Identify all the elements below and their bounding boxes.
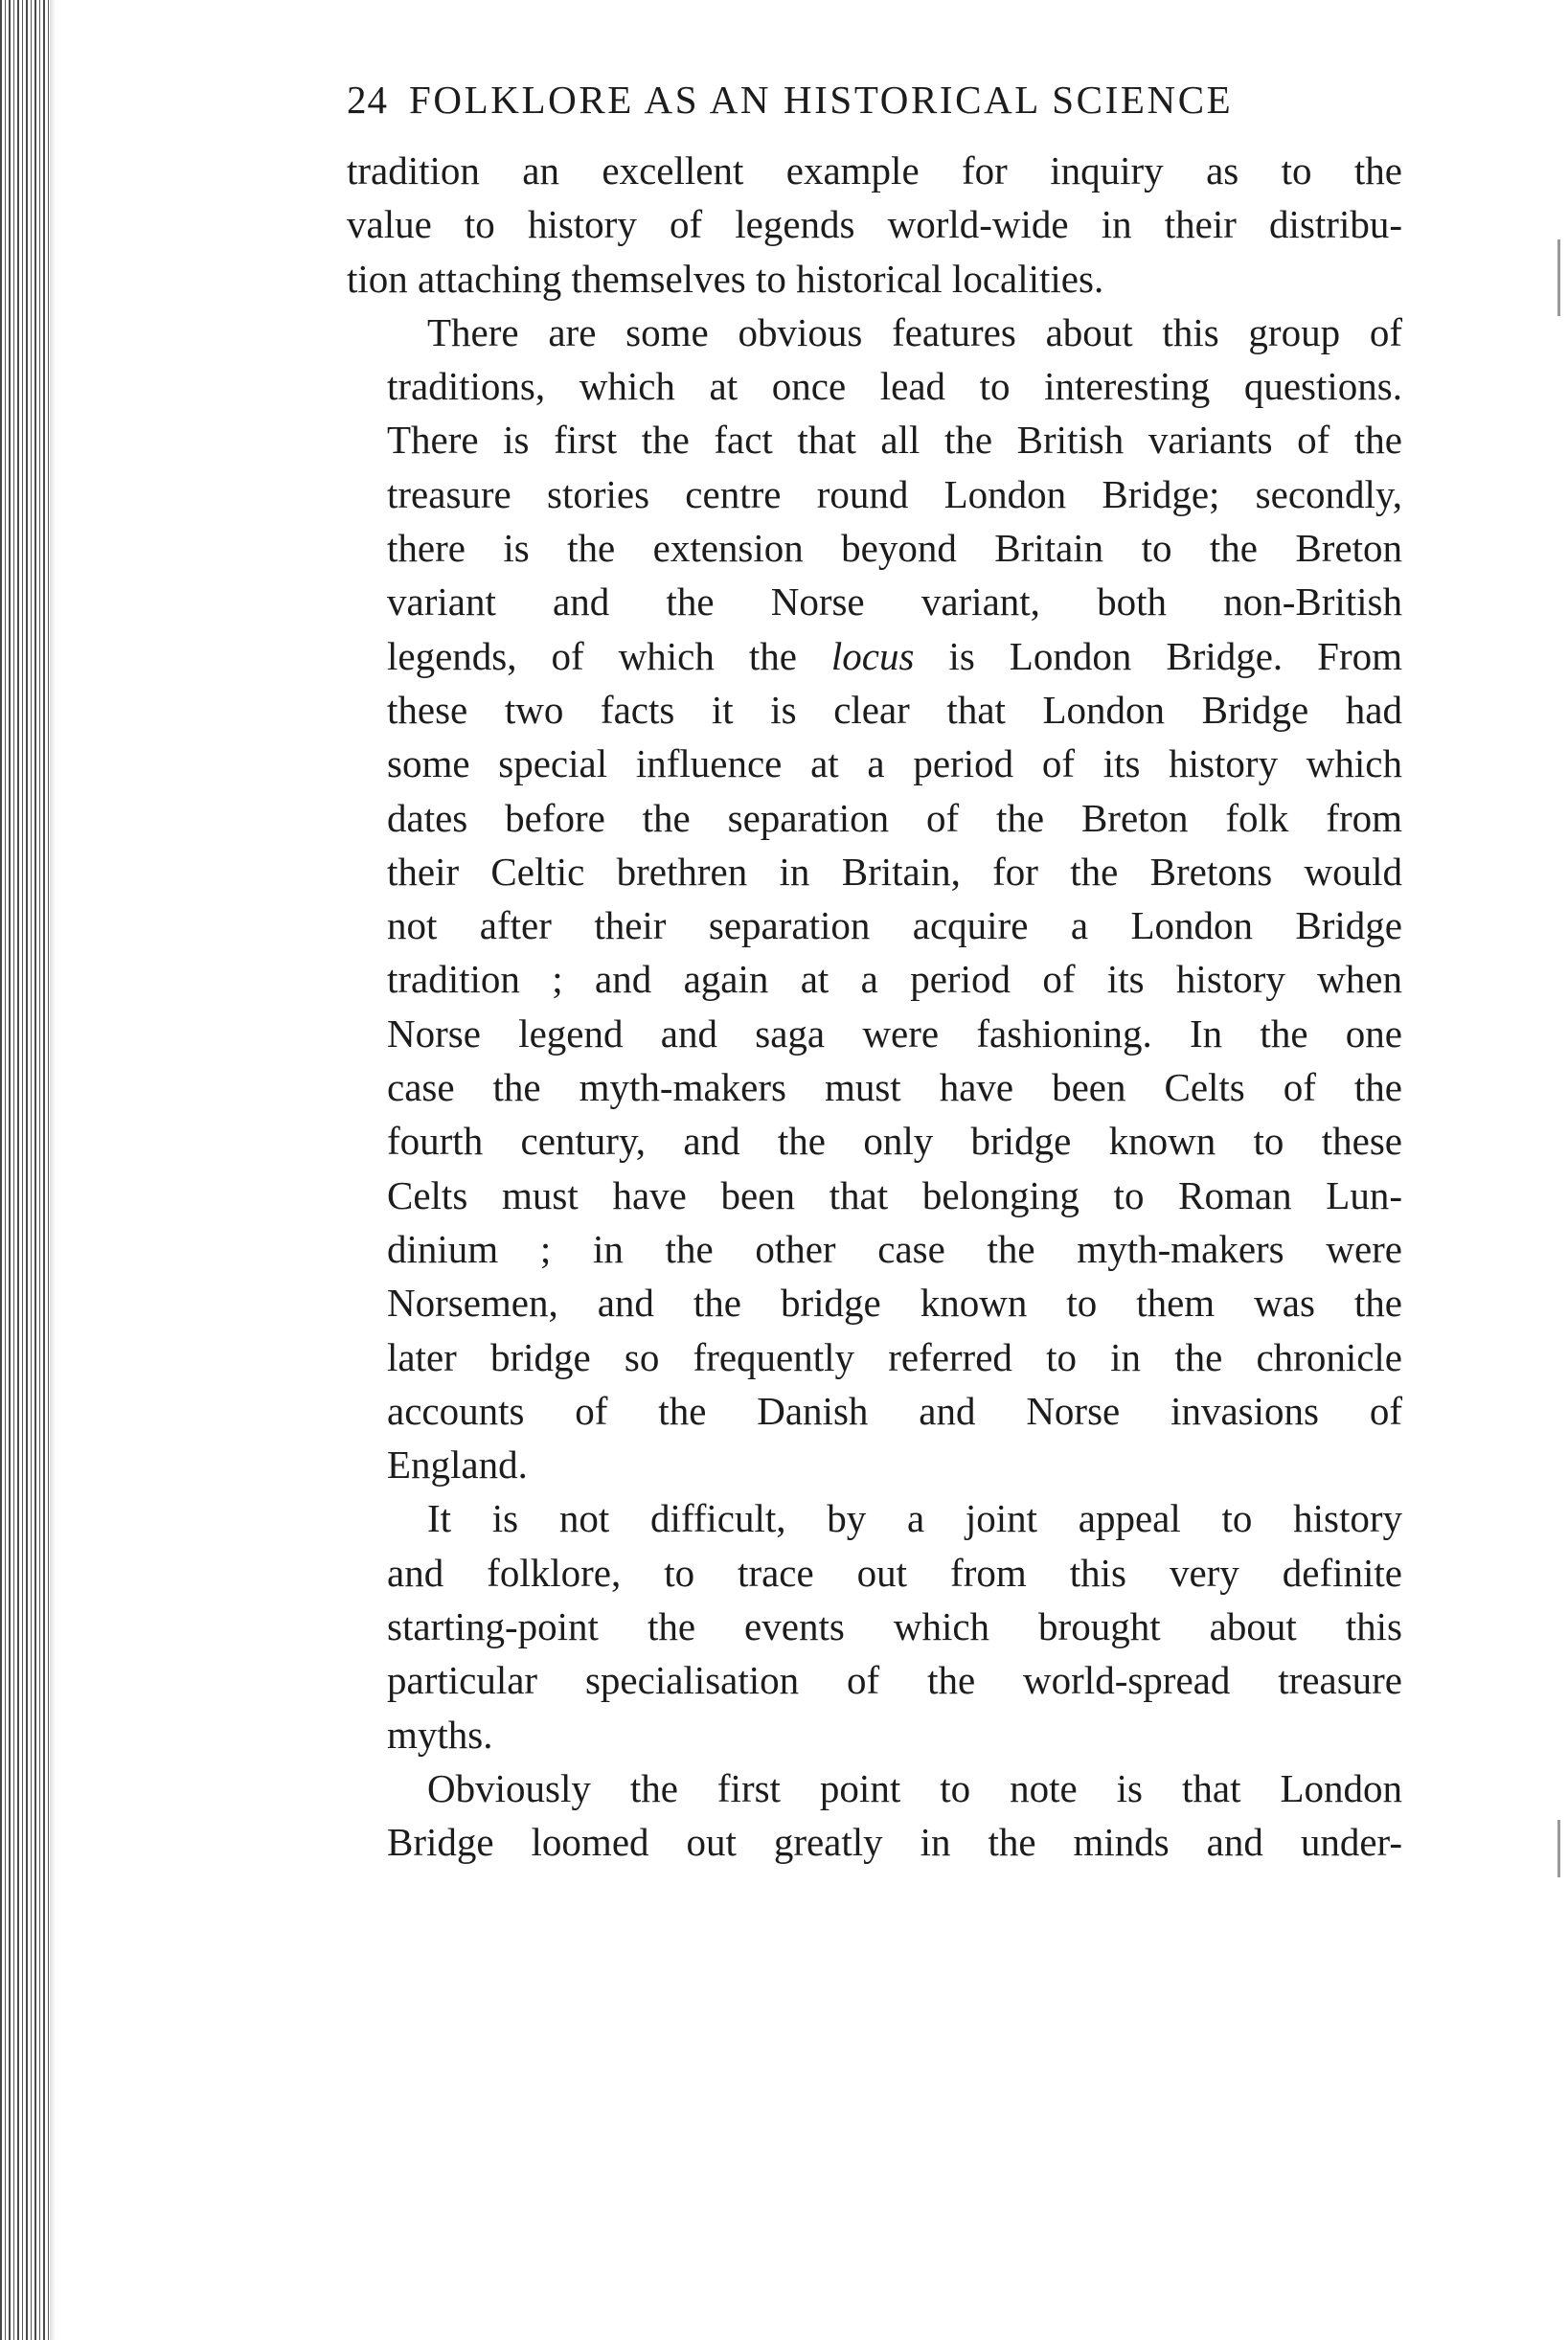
text-line: There are some obvious features about this group of: [427, 309, 1402, 354]
text-line: their Celtic brethren in Britain, for the Bretons would: [387, 849, 1402, 894]
text-line: Bridge loomed out greatly in the minds and under-: [387, 1820, 1402, 1865]
paragraph: [347, 1491, 1402, 1761]
text-line: Norse legend and saga were fashioning. In the one: [387, 1011, 1402, 1056]
text-line: myths.: [387, 1712, 493, 1757]
running-header: [347, 77, 1324, 123]
text-line: Obviously the first point to note is that London: [427, 1765, 1402, 1810]
text-line: treasure stories centre round London Bridge; secondly,: [387, 471, 1402, 516]
margin-speck: [1557, 239, 1560, 316]
text-line: fourth century, and the only bridge known to these: [387, 1119, 1402, 1164]
text-line: England.: [387, 1443, 528, 1488]
text-line: tion attaching themselves to historical localities.: [347, 256, 1104, 301]
text-line: dinium ; in the other case the myth-makers were: [387, 1226, 1402, 1271]
paragraph: [347, 1761, 1402, 1870]
page-number: 24: [347, 78, 388, 122]
paragraph: [347, 144, 1402, 306]
paragraph: [347, 306, 1402, 1492]
body-text: [347, 144, 1402, 1870]
text-line: There is first the fact that all the British variants of the: [387, 418, 1402, 463]
text-line: particular specialisation of the world-spread treasure: [387, 1658, 1402, 1703]
margin-speck: [1557, 1820, 1560, 1877]
text-line: not after their separation acquire a London Bridge: [387, 903, 1402, 948]
text-line: accounts of the Danish and Norse invasions of: [387, 1388, 1402, 1433]
text-line: tradition an excellent example for inquiry as to the: [347, 148, 1402, 193]
text-line: some special influence at a period of its history which: [387, 741, 1402, 786]
text-line: tradition ; and again at a period of its history when: [387, 957, 1402, 1002]
text-line: legends, of which the locus is London Bridge. From: [387, 633, 1402, 678]
text-line: later bridge so frequently referred to in the chronicle: [387, 1334, 1402, 1379]
text-line: starting-point the events which brought about this: [387, 1604, 1402, 1649]
text-line: variant and the Norse variant, both non-British: [387, 579, 1402, 625]
book-binding-edge: [0, 0, 50, 2340]
text-line: these two facts it is clear that London Bridge had: [387, 687, 1402, 732]
text-line: Norsemen, and the bridge known to them was the: [387, 1281, 1402, 1326]
text-line: and folklore, to trace out from this very definite: [387, 1550, 1402, 1595]
text-line: traditions, which at once lead to interesting questions.: [387, 364, 1402, 409]
running-title: FOLKLORE AS AN HISTORICAL SCIENCE: [409, 78, 1234, 122]
text-line: value to history of legends world-wide in their distribu-: [347, 202, 1402, 247]
text-line: case the myth-makers must have been Celts of the: [387, 1065, 1402, 1110]
text-line: It is not difficult, by a joint appeal to history: [427, 1496, 1402, 1541]
text-line: dates before the separation of the Breton folk from: [387, 795, 1402, 840]
text-line: Celts must have been that belonging to Roman Lun-: [387, 1172, 1402, 1217]
text-line: there is the extension beyond Britain to the Breton: [387, 526, 1402, 571]
italic-term: locus: [830, 633, 915, 678]
